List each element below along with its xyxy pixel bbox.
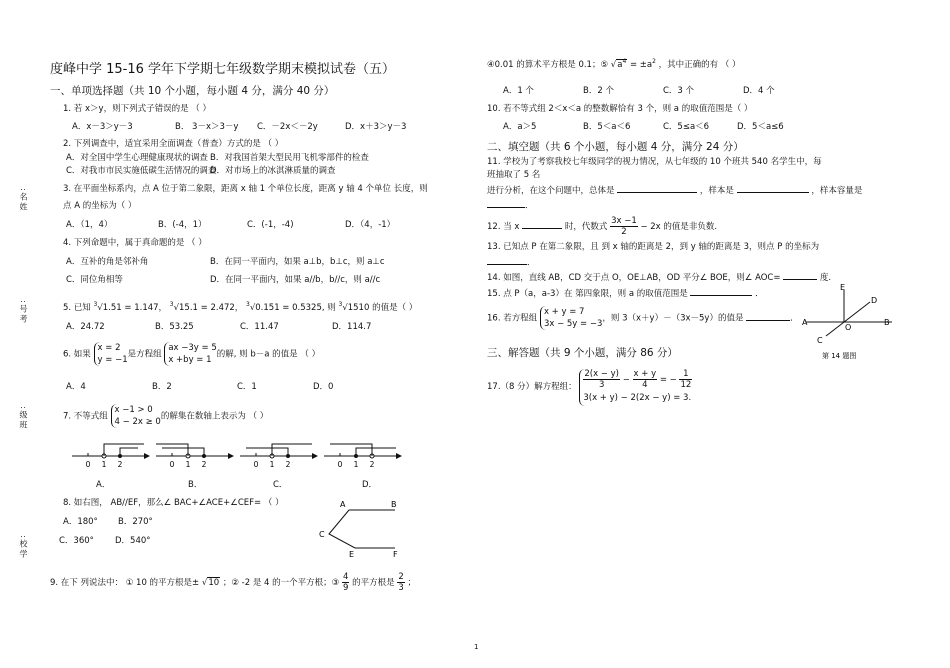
q7-prefix: 7. 不等式组 (63, 411, 108, 422)
fig14-label-e: E (840, 283, 846, 292)
q6-stem (63, 342, 320, 366)
q5-root-index-4: 3 (338, 301, 343, 308)
q16-mid: ，则 3（x＋y）－（3x－5y）的值是 (602, 313, 744, 324)
q9-fraction-2 (397, 572, 404, 593)
q9-option-a: A．1 个 (503, 86, 534, 96)
q16-eq-1: x + y = 7 (543, 307, 585, 317)
q6-option-c: C．1 (237, 382, 257, 392)
q11-line3 (487, 184, 862, 197)
q5-option-b: B．53.25 (155, 322, 194, 332)
q2-option-a: A．对全国中学生心理健康现状的调查 (66, 153, 208, 163)
q4-option-c: C．同位角相等 (66, 275, 123, 285)
q9b-rhs-exp: 2 (652, 58, 656, 65)
q10-option-a: A．a＞5 (503, 122, 537, 132)
q5-root-index-3: 3 (246, 301, 250, 308)
q3-stem-line1: 3. 在平面坐标系内，点 A 位于第二象限，距离 x 轴 1 个单位长度，距离 y 轴 4 个单位 长度，则 (63, 184, 428, 194)
q9-continued (487, 56, 741, 71)
q6-equation-system (164, 342, 216, 366)
q3-stem-line2: 点 A 的坐标为（ ） (63, 201, 137, 211)
q6-solution-system (94, 342, 128, 366)
q10-option-b: B．5＜a＜6 (583, 122, 631, 132)
q2-option-d: D．对市场上的冰淇淋质量的调查 (210, 166, 336, 176)
q9-frac1-den: 9 (342, 583, 349, 593)
q1-option-b: B． 3－x＞3－y (175, 122, 239, 132)
q14 (487, 271, 831, 284)
q9b-part2: = ±a (629, 59, 653, 70)
q16-blank[interactable] (746, 312, 790, 321)
q9-frac2-num: 2 (398, 572, 404, 582)
q13-blank[interactable] (487, 256, 527, 265)
fig14-label-c: C (817, 336, 823, 345)
q5-expr-1: 1.51 = 1.147， (102, 302, 168, 313)
q9b-part3: ，其中正确的有 （ ） (658, 59, 741, 70)
section-heading-1: 一、单项选择题（共 10 个小题，每小题 4 分，满分 40 分） (50, 85, 335, 97)
q7-d-tick-2: 2 (369, 460, 375, 469)
q9b-radicand-base: a (617, 59, 623, 70)
q13-line1: 13. 已知点 P 在第二象限，且 到 x 轴的距离是 2，到 y 轴的距离是 3，则点 P 的坐标为 (487, 242, 820, 252)
q12-blank[interactable] (522, 220, 562, 229)
fig14-label-o: O (845, 323, 852, 332)
q10-option-d: D．5＜a≤6 (737, 122, 784, 132)
q5-stem (63, 299, 417, 314)
q8-option-d: D．540° (115, 536, 151, 546)
q14-prefix: 14. 如图，直线 AB，CD 交于点 O，OE⊥AB，OD 平分∠ BOE，则∠ AOC= (487, 273, 781, 283)
q2-stem: 2. 下列调查中，适宜采用全面调查（普查）方式的是 （ ） (63, 139, 284, 149)
q15-blank[interactable] (690, 287, 752, 296)
q17-frac2 (633, 369, 658, 390)
q9-part3: 的平方根是 (352, 578, 395, 588)
q15-prefix: 15. 点 P（a，a-3）在 第四象限，则 a 的取值范围是 (487, 289, 688, 299)
q3-option-a: A．（1，4） (66, 220, 113, 230)
q8-label-c: C (319, 530, 325, 539)
q14-suffix: 度. (819, 273, 832, 283)
q16-eq-2: 3x − 5y = −3 (543, 319, 603, 329)
q6-sys2-line2: x +by = 1 (168, 355, 212, 365)
number-line-d (324, 444, 402, 459)
number-line-b (156, 444, 234, 459)
q14-blank[interactable] (783, 271, 817, 280)
q7-d-tick-0: 0 (337, 460, 343, 469)
q10-stem: 10. 若不等式组 2＜x＜a 的整数解恰有 3 个，则 a 的取值范围是（ ） (487, 104, 753, 114)
q7-a-tick-2: 2 (117, 460, 123, 469)
q7-c-tick-2: 2 (285, 460, 291, 469)
q12 (487, 216, 717, 237)
q9-option-c: C．3 个 (663, 86, 695, 96)
q7-a-tick-1: 1 (101, 460, 107, 469)
q3-option-c: C．(-1，-4) (247, 220, 294, 230)
q13-end: ． (527, 258, 536, 268)
fig14-label-a: A (802, 318, 808, 327)
q7-stem (63, 404, 268, 428)
q5-option-d: D．114.7 (332, 322, 372, 332)
q8-label-f: F (393, 550, 398, 559)
q17-f2-num: x + y (633, 369, 657, 379)
q1-option-c: C．－2x＜－2y (257, 122, 318, 132)
q9-stem (50, 572, 416, 593)
q17-frac3 (679, 369, 692, 390)
number-line-c (240, 444, 318, 459)
q5-expr-4: 1510 的值是（ ） (347, 302, 418, 313)
fig14-label-d: D (871, 296, 878, 305)
q7-d-tick-1: 1 (353, 460, 359, 469)
q17 (487, 369, 692, 406)
radical-icon: √ (173, 302, 180, 313)
q5-option-c: C．11.47 (240, 322, 279, 332)
q2-option-b: B．对我国首架大型民用飞机零部件的检查 (210, 153, 369, 163)
q9-frac1-num: 4 (342, 572, 349, 582)
q7-b-tick-2: 2 (201, 460, 207, 469)
q7-option-c: C． (273, 480, 288, 490)
q9b-radicand (616, 59, 627, 70)
q6-option-a: A．4 (66, 382, 86, 392)
q6-prefix: 6. 如果 (63, 349, 91, 360)
q11-blank-sample-size[interactable] (487, 199, 525, 208)
q17-f3-num: 1 (679, 369, 692, 380)
q7-b-tick-0: 0 (169, 460, 175, 469)
q8-option-b: B．270° (118, 517, 153, 527)
q6-suffix: 的解, 则 b－a 的值是 （ ） (216, 349, 321, 360)
q17-system (579, 369, 692, 406)
q17-f3-den: 12 (680, 380, 692, 390)
q7-ineq-1: x −1 > 0 (114, 405, 153, 415)
q9-part4: ； (407, 578, 416, 588)
q7-inequality-system (111, 404, 161, 428)
q7-ineq-2: 4 − 2x ≥ 0 (114, 417, 161, 427)
q1-option-a: A．x－3＞y－3 (72, 122, 133, 132)
q6-mid: 是方程组 (127, 349, 162, 360)
q17-eq1 (583, 369, 692, 390)
fig14-label-b: B (884, 318, 890, 327)
q5-option-a: A．24.72 (66, 322, 105, 332)
q1-stem: 1. 若 x＞y，则下列式子错误的是 （ ） (63, 104, 211, 114)
q8-option-c: C．360° (59, 536, 94, 546)
q12-mid: 时，代数式 (564, 222, 608, 232)
radical-icon: √ (342, 302, 348, 313)
section-heading-2: 二、填空题（共 6 个小题，每小题 4 分，满分 24 分） (487, 141, 744, 153)
fig14-caption: 第 14 题图 (822, 352, 857, 360)
q7-option-d: D． (362, 480, 378, 490)
q7-b-tick-1: 1 (185, 460, 191, 469)
radical-icon: √ (201, 578, 208, 588)
q11-line4 (487, 199, 534, 212)
q1-option-d: D．x＋3＞y－3 (345, 122, 407, 132)
q16-prefix: 16. 若方程组 (487, 313, 538, 324)
q10-option-c: C．5≤a＜6 (663, 122, 710, 132)
q9b-part1: ④0.01 的算术平方根是 0.1；⑤ (487, 59, 609, 70)
q8-option-a: A．180° (63, 517, 98, 527)
q7-option-b: B． (188, 480, 203, 490)
q17-minus: − (622, 375, 630, 385)
q11-line2: 班抽取了 5 名 (487, 170, 541, 180)
q12-fraction (610, 216, 638, 237)
q9-radicand: 10 (208, 578, 220, 588)
q9-option-b: B．2 个 (583, 86, 614, 96)
section-heading-3: 三、解答题（共 9 个小题，满分 86 分） (487, 347, 678, 359)
q9-part2: ；② -2 是 4 的一个平方根；③ (222, 578, 340, 588)
q8-figure (315, 496, 415, 560)
q15-suffix: ． (755, 289, 764, 299)
radical-icon: √ (610, 59, 617, 70)
q16-system (540, 306, 602, 330)
q5-root-index-1: 3 (93, 301, 98, 308)
side-label-name: :名姓 (19, 188, 28, 213)
side-label-school: :校学 (19, 535, 28, 560)
q6-sys1-line1: x = 2 (97, 343, 121, 353)
q17-end: . (688, 393, 692, 403)
q17-f1-num: 2(x − y) (584, 369, 619, 379)
q8-label-a: A (340, 500, 346, 509)
q6-option-d: D．0 (313, 382, 334, 392)
q6-sys1-line2: y = −1 (97, 355, 128, 365)
q17-f2-den: 4 (642, 380, 648, 390)
q8-label-b: B (391, 500, 397, 509)
q4-option-b: B．在同一平面内，如果 a⊥b，b⊥c，则 a⊥c (210, 257, 385, 267)
q11-blank-sample[interactable] (737, 184, 809, 193)
q7-option-a: A． (96, 480, 111, 490)
q12-num: 3x −1 (611, 216, 637, 226)
q5-root-index-2: 3 (169, 301, 174, 308)
q12-suffix: − 2x 的值是非负数. (640, 222, 718, 232)
q16-suffix: ． (790, 313, 799, 324)
radical-icon: √ (249, 302, 256, 313)
q4-option-d: D．在同一平面内，如果 a//b，b//c，则 a//c (210, 275, 381, 285)
q11-part3: ，样本容量是 (811, 186, 863, 196)
q17-eq-sign: = − (659, 375, 677, 385)
q15 (487, 287, 764, 300)
q9-fraction-1 (342, 572, 349, 593)
q2-option-c: C．对我市市民实施低碳生活情况的调查 (66, 166, 217, 176)
q6-option-b: B．2 (152, 382, 172, 392)
q17-f1-den: 3 (598, 380, 605, 390)
side-label-class: :级班 (19, 406, 28, 431)
q7-a-tick-0: 0 (85, 460, 91, 469)
q14-figure (800, 280, 900, 362)
page-title: 度峰中学 15-16 学年下学期七年级数学期末模拟试卷（五） (50, 62, 396, 77)
q11-line1: 11. 学校为了考察我校七年级同学的视力情况，从七年级的 10 个班共 540 名学生中，每 (487, 157, 822, 167)
q9-frac2-den: 3 (398, 583, 404, 593)
q7-c-tick-1: 1 (269, 460, 275, 469)
side-label-number: :号考 (19, 300, 28, 325)
q9-option-d: D．4 个 (743, 86, 775, 96)
q11-blank-population[interactable] (617, 184, 697, 193)
q8-stem: 8. 如右图， AB//EF，那么∠ BAC+∠ACE+∠CEF= （ ） (63, 498, 284, 508)
q5-expr-2: 15.1 = 2.472， (179, 302, 244, 313)
q9b-radicand-exp: 4 (622, 58, 627, 65)
q6-sys2-line1: ax −3y = 5 (168, 343, 217, 353)
q17-prefix: 17.（8 分）解方程组： (487, 382, 577, 392)
q4-option-a: A．互补的角是邻补角 (66, 257, 149, 267)
number-line-a (72, 444, 150, 459)
q11-part1: 进行分析，在这个问题中，总体是 (487, 186, 615, 196)
q8-label-e: E (349, 550, 355, 559)
q16 (487, 306, 799, 330)
q3-option-d: D．（4，-1） (345, 220, 396, 230)
q11-part2: ，样本是 (699, 186, 734, 196)
radical-icon: √ (97, 302, 103, 313)
q4-stem: 4. 下列命题中，属于真命题的是 （ ） (63, 238, 207, 248)
q7-c-tick-0: 0 (253, 460, 259, 469)
q9-part1: 9. 在下 列说法中： ① 10 的平方根是± (50, 578, 200, 588)
q5-prefix: 5. 已知 (63, 302, 91, 313)
q5-expr-3: 0.151 = 0.5325, 则 (255, 302, 336, 313)
q12-den: 2 (621, 227, 627, 237)
q17-eq2: 3(x + y) − 2(2x − y) = 3 (583, 393, 689, 403)
q17-frac1 (583, 369, 620, 390)
q3-option-b: B．(-4，1） (158, 220, 207, 230)
q12-prefix: 12. 当 x (487, 222, 520, 232)
q7-suffix: 的解集在数轴上表示为 （ ） (160, 411, 269, 422)
q11-end: ． (525, 201, 534, 211)
q13-line2 (487, 256, 536, 269)
page-number: 1 (474, 643, 479, 651)
q7-number-lines (68, 438, 408, 470)
